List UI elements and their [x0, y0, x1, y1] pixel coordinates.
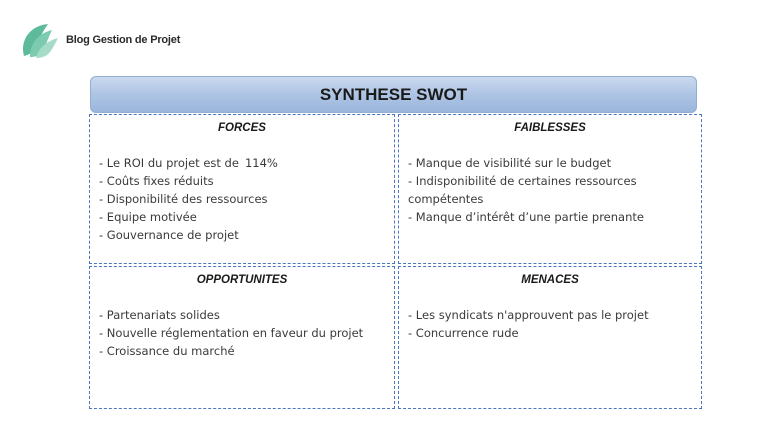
- list-item: - Nouvelle réglementation en faveur du projet: [99, 326, 364, 340]
- brand: [18, 20, 180, 60]
- list-item: - Indisponibilité de certaines ressources: [408, 174, 637, 188]
- list-item: - Manque de visibilité sur le budget: [408, 156, 612, 170]
- page-title: SYNTHESE SWOT: [319, 84, 468, 104]
- list-item: - Gouvernance de projet: [99, 228, 239, 242]
- list-item: - Croissance du marché: [99, 344, 235, 358]
- faiblesses-quadrant: [398, 114, 702, 264]
- opportunites-quadrant: [89, 266, 395, 409]
- list-item: - Partenariats solides: [99, 308, 220, 322]
- list-item: - Disponibilité des ressources: [99, 192, 268, 206]
- menaces-quadrant: [398, 266, 702, 409]
- forces-title: FORCES: [218, 122, 266, 134]
- roi-value: 114%: [244, 156, 278, 170]
- list-item: - Coûts fixes réduits: [99, 174, 214, 188]
- swot-header: [90, 76, 697, 113]
- list-item-continuation: compétentes: [408, 192, 484, 206]
- leaf-logo-icon: [18, 20, 62, 60]
- list-item: - Concurrence rude: [408, 326, 519, 340]
- list-item: [99, 154, 386, 172]
- opportunites-list: [90, 306, 394, 360]
- menaces-title: MENACES: [521, 274, 579, 286]
- forces-list: [90, 154, 394, 244]
- brand-name: Blog Gestion de Projet: [66, 34, 181, 46]
- list-item: - Les syndicats n'approuvent pas le projet: [408, 308, 649, 322]
- menaces-list: [399, 306, 701, 342]
- faiblesses-title: FAIBLESSES: [514, 122, 586, 134]
- forces-quadrant: [89, 114, 395, 264]
- faiblesses-list: [399, 154, 701, 226]
- list-item: - Manque d’intérêt d’une partie prenante: [408, 210, 644, 224]
- opportunites-title: OPPORTUNITES: [196, 274, 288, 286]
- list-item: - Equipe motivée: [99, 210, 197, 224]
- roi-label: - Le ROI du projet est de: [99, 156, 239, 170]
